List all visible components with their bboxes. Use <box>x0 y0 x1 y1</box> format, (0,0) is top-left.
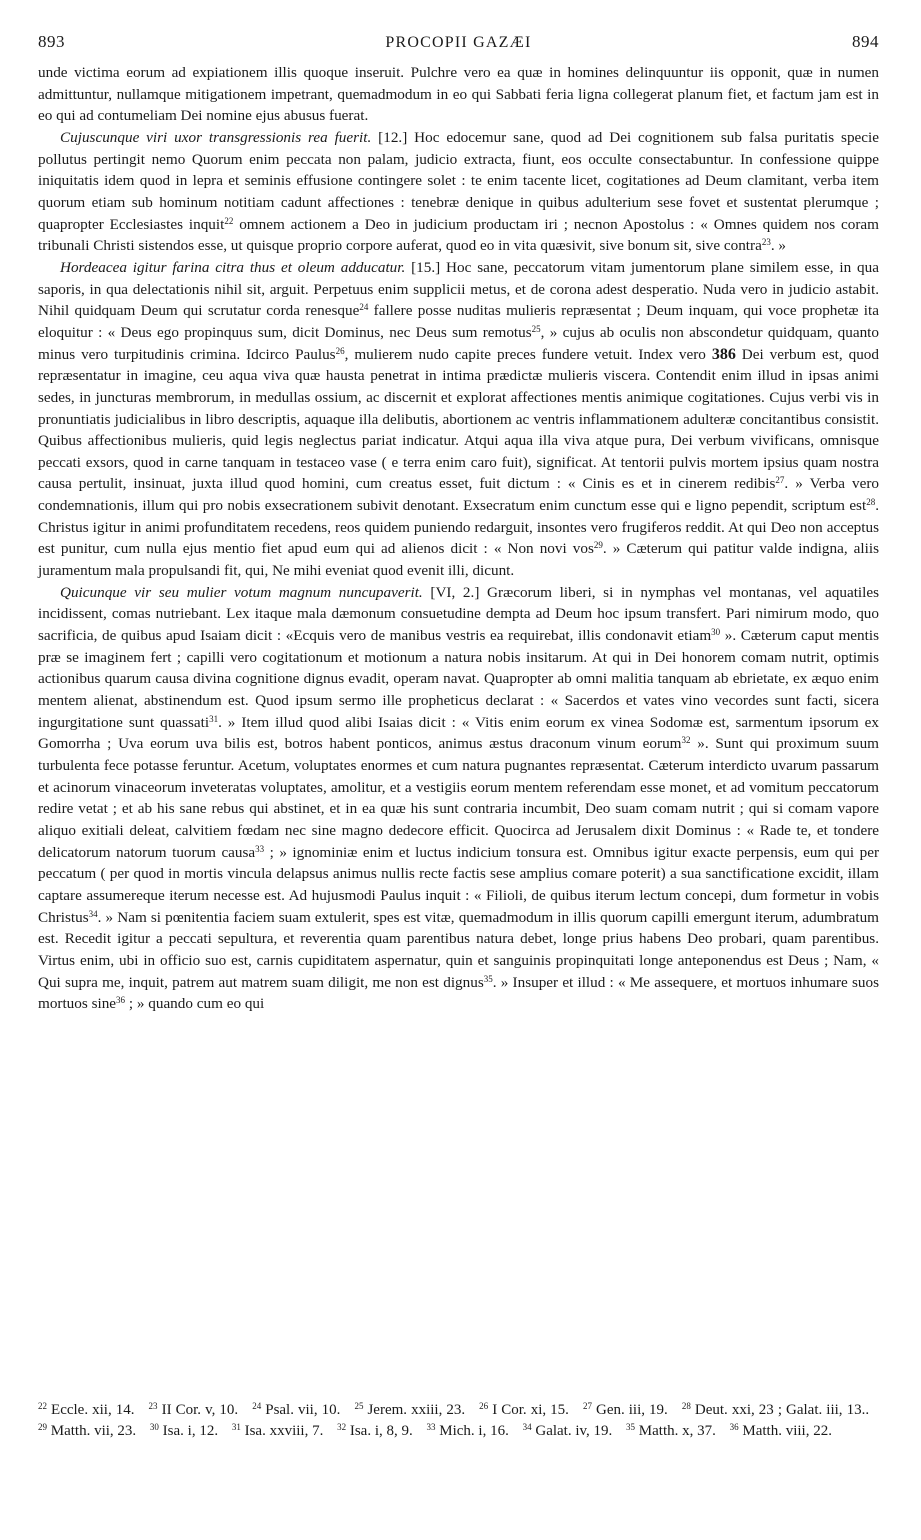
text-run: . » Cæterum qui patitur valde indigna, aliis juramentum mala propulsandi fit, qui, Ne mihi eveniat quod evenit illi, dicunt. <box>38 540 879 580</box>
footnote-text: Matth. viii, 22. <box>738 1423 832 1439</box>
footnote-ref: 22 <box>224 215 234 226</box>
footnote-number: 35 <box>626 1422 636 1432</box>
footnote <box>682 1402 869 1418</box>
footnote-text: Psal. vii, 10. <box>261 1402 341 1418</box>
column-marker: 386 <box>711 345 736 363</box>
footnote-text: Isa. i, 12. <box>158 1423 219 1439</box>
footnote <box>38 1423 136 1439</box>
footnote-text: Deut. xxi, 23 ; Galat. iii, 13.. <box>690 1402 870 1418</box>
text-run: ; » quando cum eo qui <box>125 995 265 1013</box>
footnote-ref: 28 <box>866 497 876 508</box>
footnote-ref: 33 <box>255 843 265 854</box>
footnote-text: Jerem. xxiii, 23. <box>363 1402 466 1418</box>
footnote-number: 31 <box>231 1422 241 1432</box>
page-number-left: 893 <box>38 32 65 51</box>
footnote-number: 34 <box>522 1422 532 1432</box>
footnote-text: II Cor. v, 10. <box>157 1402 239 1418</box>
text-run: . » Insuper et illud : « Me assequere, et mortuos inhumare suos mortuos sine <box>38 973 879 1013</box>
footnote-text: Matth. x, 37. <box>635 1423 716 1439</box>
footnote-text: Matth. vii, 23. <box>47 1423 137 1439</box>
footnote-number: 25 <box>354 1401 364 1411</box>
text-run: , » cujus ab oculis non abscondetur quidquam, quanto minus vero turpitudinis crimina. Idcirco Paulus <box>38 323 879 363</box>
text-run: omnem actionem a Deo in judicium productam iri ; necnon Apostolus : « Omnes quidem nos coram tribunali Christi sistendos esse, ut quisque proprio corpore auferat, quod eo in vita quæsivit, sive bonum sit, sive contra <box>38 215 879 255</box>
lemma-heading: Hordeacea igitur farina citra thus et oleum adducatur. <box>60 258 406 276</box>
footnote <box>38 1402 135 1418</box>
footnote-number: 24 <box>252 1401 262 1411</box>
footnote-text: Gen. iii, 19. <box>591 1402 668 1418</box>
footnote <box>626 1423 716 1439</box>
page-number-right: 894 <box>852 32 879 51</box>
paragraph <box>38 257 879 582</box>
footnote-number: 36 <box>729 1422 739 1432</box>
running-header <box>38 32 879 62</box>
text-run: . » <box>770 237 787 255</box>
footnote-ref: 35 <box>483 973 493 984</box>
text-run: [15.] Hoc sane, peccatorum vitam jumentorum plane similem esse, in qua saporis, in qua delectationis nihil sit, arguit. Perpetuus enim supplicii metus, et de corona adest desperatio. Nuda vero in judicio astabit. Nihil quidquam Deum qui scrutatur corda renesque <box>38 258 879 320</box>
paragraph <box>38 62 879 127</box>
footnote-number: 29 <box>38 1422 47 1432</box>
text-run: . » Nam si pœnitentia faciem suam extulerit, spes est vitæ, quemadmodum in illis quorum capilli emergunt iterum, adumbratum est. Recedit igitur a peccati sepultura, et reverentia quam parentibus natura debet, longe prius habens Deo probari, quam parentibus. Virtus enim, ubi in officio suo est, carnis cupiditatem aspernatur, quin et sanguinis propinquitati longe anteponendus est Deus ; Nam, « Qui supra me, inquit, patrem aut matrem suam diligit, me non est dignus <box>38 908 879 991</box>
footnote <box>252 1402 340 1418</box>
footnotes <box>38 1400 879 1442</box>
footnote <box>479 1402 569 1418</box>
footnote-number: 28 <box>681 1401 691 1411</box>
text-run: Dei verbum est, quod repræsentatur in imagine, ceu aqua viva quæ hausta penetrat in intima prædictæ mulieris viscera. Contendit enim illud in ipsas animi sedes, in juncturas membrorum, in medullas ossium, ac discernit et explorat affectiones mentis animique cogitationes. Cujus verbi vis in pronuntiatis judicialibus in libro descriptis, aquaque illa delibutis, abortionem ac ventris inflammationem adulteræ concitantibus consistit. Quibus affectionibus mulieris, quid legis neglectus pariat indicatur. Atqui aqua illa viva atque pura, Dei verbum vivificans, omnisque peccati exsors, quod in carne tanquam in testaceo vase ( e terra enim caro fuit), significat. At tentorii pulvis mortem ipsius quam nostra causa pertulit, insinuat, juxta illud quod homini, cum creatus esset, fuit dictum : « Cinis es et in cinerem redibis <box>38 345 879 493</box>
footnote-ref: 24 <box>359 302 369 313</box>
footnote-number: 22 <box>38 1401 47 1411</box>
footnote <box>232 1423 324 1439</box>
text-run: ; » ignominiæ enim et luctus indicium tonsura est. Omnibus igitur exacte perpensis, eum qui per peccatum ( per quod in mortis vincula delapsus animus nullis recte factis sese amplius comare poterit) a sua sanctificatione excidit, illam captare assumereque iterum necesse est. Ad hujusmodi Paulus inquit : « Filioli, de quibus iterum lectum concepi, dum formetur in vobis Christus <box>38 843 879 926</box>
footnote-number: 26 <box>479 1401 489 1411</box>
footnote-number: 33 <box>426 1422 436 1432</box>
footnote <box>427 1423 509 1439</box>
footnote-number: 27 <box>582 1401 592 1411</box>
text-run: ». Cæterum caput mentis præ se imaginem fert ; capilli vero cogitationum et motionum a natura nobis insitarum. At qui in Dei honorem comam nutrit, optimis actionibus quarum causa divina cognitione dignus evadit, operam navat. Quapropter ab omni malitia tanquam ab ebrietate, ex æquo enim mentem alienat, abstinendum est. Quod ipsum sermo ille propheticus declarat : « Sacerdos et vates vino vecordes sunt facti, sicera ingurgitatione sunt quassati <box>38 627 879 731</box>
main-text <box>38 62 879 1015</box>
footnote-number: 32 <box>337 1422 347 1432</box>
footnote <box>150 1423 218 1439</box>
footnote-ref: 23 <box>761 237 771 248</box>
text-run: . » Item illud quod alibi Isaias dicit : « Vitis enim eorum ex vinea Sodomæ est, sarmentum ipsorum ex Gomorrha ; Uva eorum uva bilis est, botros habent ponticos, animus æstus draconum vinum eorum <box>38 713 879 753</box>
text-run: ». Sunt qui proximum suum turbulenta fece potasse feruntur. Acetum, voluptates enormes et cum natura pugnantes repræsentat. Cæterum interdicto uvarum passarum et acinorum vinaceorum inveteratas voluptates, amolitur, et a vestigiis eorum mentem referendam esse monet, et ad vomitum peccatorum redire vetat ; et ab his sane rebus qui abstinet, et in ea quæ his sunt contraria incumbit, Deo suam comam nutrit ; qui si comam vapore aliquo exitiali deleat, calvitiem fœdam nec sine magno dedecore efficit. Quocirca ad Jerusalem dixit Dominus : « Rade te, et tondere delicatorum natorum tuorum causa <box>38 735 879 861</box>
footnote-text: Isa. xxviii, 7. <box>240 1423 324 1439</box>
footnote-ref: 26 <box>335 345 345 356</box>
footnote-text: Mich. i, 16. <box>435 1423 509 1439</box>
footnote-number: 30 <box>149 1422 159 1432</box>
paragraph <box>38 582 879 1015</box>
lemma-heading: Cujuscunque viri uxor transgressionis rea fuerit. <box>60 128 372 146</box>
text-run: . » Verba vero condemnationis, illum qui pro nobis exsecrationem subivit denotant. Exsecratum enim cunctum esse qui e ligno pependit, scriptum est <box>38 475 879 515</box>
footnote-text: I Cor. xi, 15. <box>488 1402 569 1418</box>
footnote <box>523 1423 613 1439</box>
footnote-ref: 30 <box>711 627 721 638</box>
text-run: [12.] Hoc edocemur sane, quod ad Dei cognitionem sub falsa puritatis specie pollutus pertingit nemo Quorum enim peccata non palam, judicio extracta, fiunt, eos occulte consectabuntur. In confessione quippe iniquitatis idem quod in lepra et seminis effusione contingere solet : te enim tacente licet, cogitationes ad Deum clamitant, verba item quorum etiam sub hominum notitiam cadunt affectiones : tenebræ denique in quibus adulterium sese fovet et sustentat plerumque ; quapropter Ecclesiastes inquit <box>38 128 879 233</box>
text-run: fallere posse nuditas mulieris repræsentat ; Deum inquam, qui voce prophetæ ita eloquitur : « Deus ego propinquus sum, dicit Dominus, nec Deus sum remotus <box>38 302 879 341</box>
footnote-ref: 31 <box>209 713 219 724</box>
footnote-number: 23 <box>148 1401 158 1411</box>
text-run: . Christus igitur in animi profunditatem recedens, reos quidem puniendo redarguit, insontes vero frugiferos reddit. At qui Deo non acceptus est punitur, cum nulla ejus mentio fiet apud eum qui ad alienos dicit : « Non novi vos <box>38 497 879 558</box>
footnote <box>149 1402 239 1418</box>
lemma-heading: Quicunque vir seu mulier votum magnum nuncupaverit. <box>60 583 423 601</box>
footnote <box>583 1402 668 1418</box>
text-run: , mulierem nudo capite preces fundere vetuit. Index vero <box>344 345 712 363</box>
text-run: unde victima eorum ad expiationem illis quoque inseruit. Pulchre vero ea quæ in homines delinquuntur iis opponit, quæ in numen admittuntur, nullamque mitigationem impetrant, quemadmodum in eo qui Sabbati feria ligna collegerat planum fiet, et factum jam est in eo qui ad contumeliam Dei nomine ejus abusus fuerat. <box>38 64 879 125</box>
footnote-text: Isa. i, 8, 9. <box>346 1423 413 1439</box>
footnote <box>730 1423 832 1439</box>
footnote-ref: 36 <box>116 995 126 1006</box>
footnote-ref: 29 <box>593 540 603 551</box>
footnote-text: Galat. iv, 19. <box>531 1423 613 1439</box>
footnote <box>354 1402 465 1418</box>
paragraph <box>38 127 879 257</box>
running-title: PROCOPII GAZÆI <box>385 34 532 51</box>
footnote-text: Eccle. xii, 14. <box>47 1402 135 1418</box>
footnote <box>337 1423 413 1439</box>
text-run: [VI, 2.] Græcorum liberi, si in nymphas vel montanas, vel aquatiles incidissent, comas nutriebant. Lex itaque mala dæmonum consuetudine dempta ad Deum hoc ipsum transfert. Pari nimirum modo, quo sacrificia, de quibus apud Isaiam dicit : «Ecquis vero de manibus vestris ea requirebat, illis condonavit etiam <box>38 583 879 645</box>
footnote-ref: 32 <box>681 735 691 746</box>
footnote-ref: 25 <box>531 323 541 334</box>
footnote-ref: 34 <box>88 908 98 919</box>
footnote-ref: 27 <box>775 475 785 486</box>
